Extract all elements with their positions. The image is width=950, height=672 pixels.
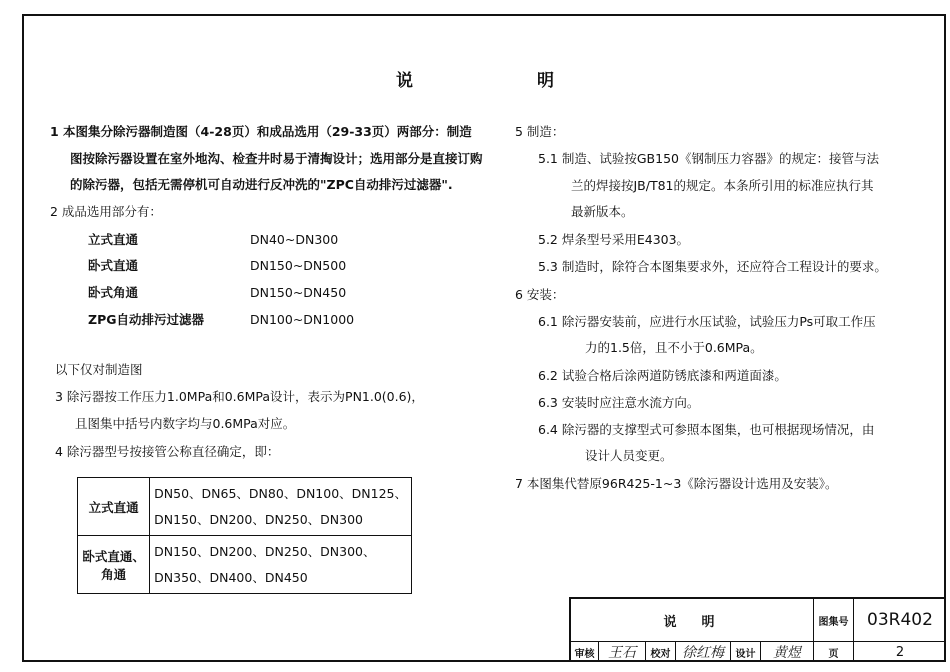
item5-heading: 5 制造： — [515, 124, 565, 139]
item1-line3: 的除污器，包括无需停机可自动进行反冲洗的"ZPC自动排污过滤器". — [70, 177, 453, 192]
product-name: 卧式角通 — [88, 285, 139, 300]
title-block-name: 说 明 — [571, 599, 814, 642]
table-row-values — [150, 536, 412, 594]
check-label: 校对 — [646, 642, 676, 662]
page-number: 2 — [895, 644, 905, 660]
design-signature: 黄煜 — [761, 642, 814, 662]
table-value-line: DN150、DN200、DN250、DN300 — [154, 511, 364, 527]
table-row — [78, 536, 412, 594]
atlas-number: 03R402 — [854, 599, 946, 642]
table-row-label: 立式直通 — [78, 478, 150, 536]
design-label: 设计 — [731, 642, 761, 662]
atlas-label: 图集号 — [814, 599, 854, 642]
item4-heading: 4 除污器型号按接管公称直径确定，即： — [55, 444, 280, 459]
table-value-line: DN150、DN200、DN250、DN300、 — [154, 543, 376, 559]
table-value-line: DN50、DN65、DN80、DN100、DN125、 — [154, 485, 407, 501]
table-row-label: 卧式直通、角通 — [78, 536, 150, 594]
review-signature: 王石 — [599, 642, 646, 662]
product-name: ZPG自动排污过滤器 — [88, 312, 204, 327]
product-name: 立式直通 — [88, 232, 139, 247]
item5-3: 5.3 制造时，除符合本图集要求外，还应符合工程设计的要求。 — [538, 259, 887, 274]
item3-line2: 且图集中括号内数字均与0.6MPa对应。 — [75, 416, 296, 431]
item5-2: 5.2 焊条型号采用E4303。 — [538, 232, 690, 247]
product-range: DN150~DN450 — [250, 285, 347, 300]
item6-3: 6.3 安装时应注意水流方向。 — [538, 395, 700, 410]
product-range: DN100~DN1000 — [250, 312, 355, 327]
title-block — [569, 597, 946, 662]
item2-heading: 2 成品选用部分有： — [50, 204, 162, 219]
item6-1-line1: 6.1 除污器安装前，应进行水压试验，试验压力Ps可取工作压 — [538, 314, 876, 329]
review-label: 审核 — [571, 642, 599, 662]
item6-heading: 6 安装： — [515, 287, 565, 302]
table-row — [78, 478, 412, 536]
product-range: DN150~DN500 — [250, 258, 347, 273]
section-heading: 以下仅对制造图 — [55, 362, 143, 377]
item6-4-line2: 设计人员变更。 — [585, 448, 673, 463]
table-value-line: DN350、DN400、DN450 — [154, 569, 308, 585]
item7: 7 本图集代替原96R425-1~3《除污器设计选用及安装》。 — [515, 476, 838, 491]
item5-1-line3: 最新版本。 — [571, 204, 634, 219]
item5-1-line1: 5.1 制造、试验按GB150《钢制压力容器》的规定：接管与法 — [538, 151, 879, 166]
page-title: 说 明 — [396, 71, 584, 91]
item6-2: 6.2 试验合格后涂两道防锈底漆和两道面漆。 — [538, 368, 787, 383]
product-range: DN40~DN300 — [250, 232, 339, 247]
item1-line1: 1 本图集分除污器制造图（4-28页）和成品选用（29-33页）两部分：制造 — [50, 124, 472, 139]
item6-4-line1: 6.4 除污器的支撑型式可参照本图集，也可根据现场情况，由 — [538, 422, 875, 437]
item5-1-line2: 兰的焊接按JB/T81的规定。本条所引用的标准应执行其 — [571, 178, 874, 193]
table-row-values — [150, 478, 412, 536]
item6-1-line2: 力的1.5倍，且不小于0.6MPa。 — [585, 340, 763, 355]
check-signature: 徐红梅 — [676, 642, 731, 662]
page-label: 页 — [814, 642, 854, 662]
model-table — [77, 477, 412, 594]
item3-line1: 3 除污器按工作压力1.0MPa和0.6MPa设计，表示为PN1.0(0.6)， — [55, 389, 424, 404]
product-name: 卧式直通 — [88, 258, 139, 273]
item1-line2: 图按除污器设置在室外地沟、检查井时易于清掏设计；选用部分是直接订购 — [70, 151, 483, 166]
